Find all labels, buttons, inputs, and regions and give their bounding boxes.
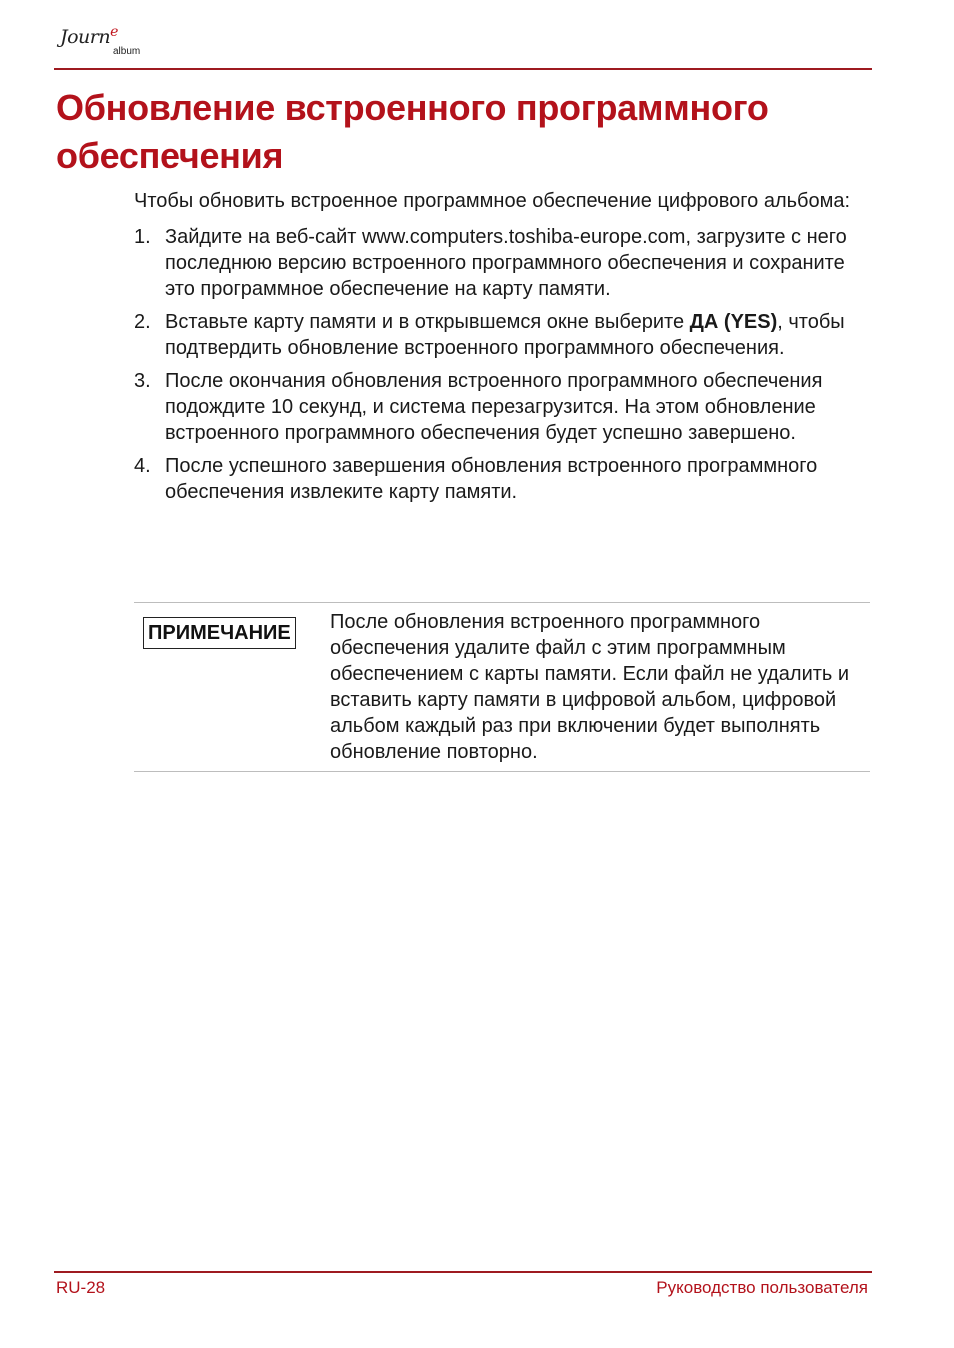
- step-text: После окончания обновления встроенного программного обеспечения подождите 10 секунд, и система перезагрузится. На этом обновление встроенного программного обеспечения будет успешно завершено.: [165, 370, 823, 444]
- step-item: [134, 368, 874, 446]
- step-item: [134, 224, 874, 302]
- yes-option-label: ДА (YES): [689, 311, 778, 333]
- step-text: После успешного завершения обновления встроенного программного обеспечения извлеките карту памяти.: [165, 455, 818, 503]
- step-number: 1.: [134, 226, 151, 248]
- logo-script: Journ$^e$: [60, 24, 118, 48]
- document-title: Руководство пользователя: [656, 1278, 868, 1297]
- steps-list: [134, 224, 874, 505]
- header-divider: [54, 68, 872, 70]
- page-number: RU-28: [56, 1278, 106, 1297]
- brand-logo: [56, 22, 166, 66]
- note-text: После обновления встроенного программного обеспечения удалите файл с этим программным обеспечением с карты памяти. Если файл не удалить и вставить карту памяти в цифровой альбом, цифровой альбом каждый раз при включении будет выполнять обновление повторно.: [330, 611, 850, 763]
- footer-divider: [54, 1271, 872, 1273]
- step-item: [134, 453, 874, 505]
- note-box: [134, 602, 870, 772]
- step-number: 2.: [134, 311, 151, 333]
- step-text: Вставьте карту памяти и в открывшемся окне выберите ДА (YES), чтобы подтвердить обновление встроенного программного обеспечения.: [165, 311, 845, 359]
- note-label: ПРИМЕЧАНИЕ: [143, 617, 296, 649]
- intro-paragraph: Чтобы обновить встроенное программное обеспечение цифрового альбома:: [134, 190, 851, 212]
- main-content: [134, 188, 874, 512]
- step-text: Зайдите на веб-сайт www.computers.toshiba-europe.com, загрузите с него последнюю версию встроенного программного обеспечения и сохраните это программное обеспечение на карту памяти.: [165, 226, 847, 300]
- step-number: 3.: [134, 370, 151, 392]
- step-item: [134, 309, 874, 361]
- page-title: Обновление встроенного программного обеспечения: [56, 87, 769, 176]
- logo-subtitle: album: [113, 46, 141, 57]
- step-number: 4.: [134, 455, 151, 477]
